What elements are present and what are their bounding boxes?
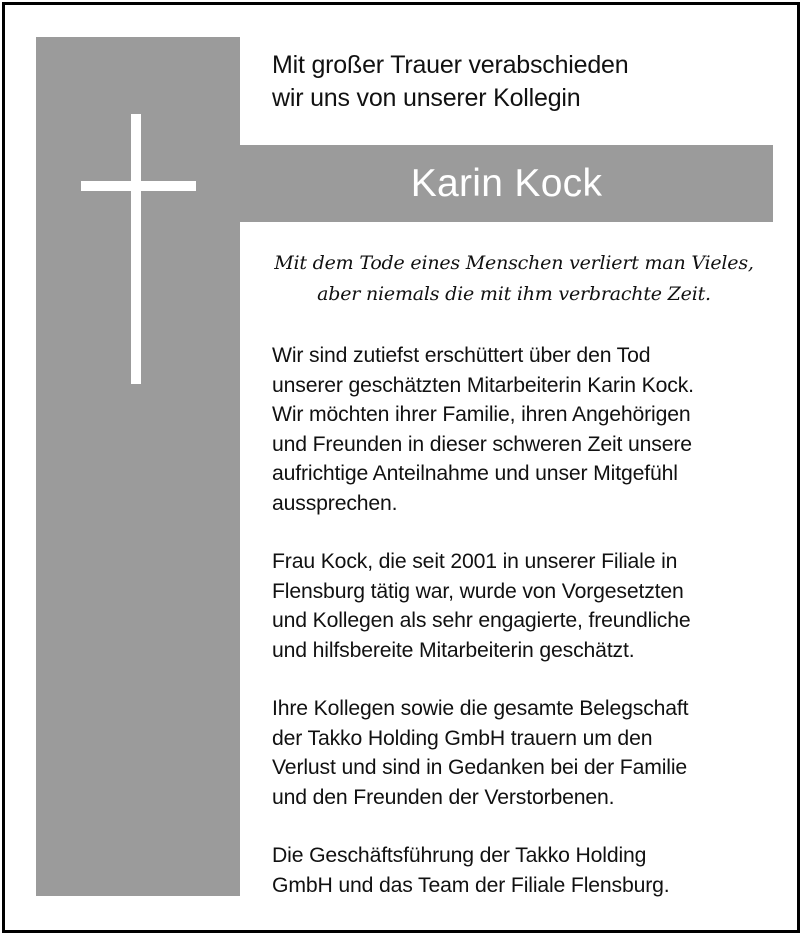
quote-line-2: aber niemals die mit ihm verbrachte Zeit. <box>317 283 711 305</box>
paragraph-line: Verlust und sind in Gedanken bei der Familie <box>272 756 688 779</box>
deceased-name: Karin Kock <box>410 161 603 205</box>
cross-horizontal-bar <box>81 181 196 191</box>
obituary-body <box>272 341 767 900</box>
memorial-quote <box>255 248 773 310</box>
paragraph-line: aufrichtige Anteilnahme und unser Mitgefühl <box>272 462 678 485</box>
paragraph-line: Ihre Kollegen sowie die gesamte Belegschaft <box>272 697 689 720</box>
paragraph-line: und hilfsbereite Mitarbeiterin geschätzt. <box>272 638 635 662</box>
condolence-paragraph <box>272 341 767 518</box>
paragraph-line: und Kollegen als sehr engagierte, freundliche <box>272 609 691 632</box>
paragraph-line: der Takko Holding GmbH trauern um den <box>272 726 653 750</box>
heading-line-1: Mit großer Trauer verabschieden <box>272 51 629 79</box>
paragraph-line: und Freunden in dieser schweren Zeit unsere <box>272 432 692 456</box>
paragraph-line: unserer geschätzten Mitarbeiterin Karin Kock. <box>272 373 694 397</box>
paragraph-line: und den Freunden der Verstorbenen. <box>272 785 615 809</box>
cross-vertical-bar <box>131 114 141 384</box>
paragraph-line: Wir möchten ihrer Familie, ihren Angehörigen <box>272 403 691 426</box>
service-paragraph <box>272 547 767 665</box>
paragraph-line: aussprechen. <box>272 491 398 515</box>
paragraph-line: Die Geschäftsführung der Takko Holding <box>272 844 647 867</box>
heading-line-2: wir uns von unserer Kollegin <box>272 84 581 112</box>
quote-line-1: Mit dem Tode eines Menschen verliert man Vieles, <box>274 252 754 274</box>
mourning-paragraph <box>272 694 767 812</box>
paragraph-line: Flensburg tätig war, wurde von Vorgesetzten <box>272 579 684 603</box>
paragraph-line: Frau Kock, die seit 2001 in unserer Filiale in <box>272 550 678 573</box>
paragraph-line: GmbH und das Team der Filiale Flensburg. <box>272 873 670 897</box>
obituary-heading <box>272 49 752 115</box>
signature-paragraph <box>272 841 767 900</box>
paragraph-line: Wir sind zutiefst erschüttert über den Tod <box>272 344 651 367</box>
